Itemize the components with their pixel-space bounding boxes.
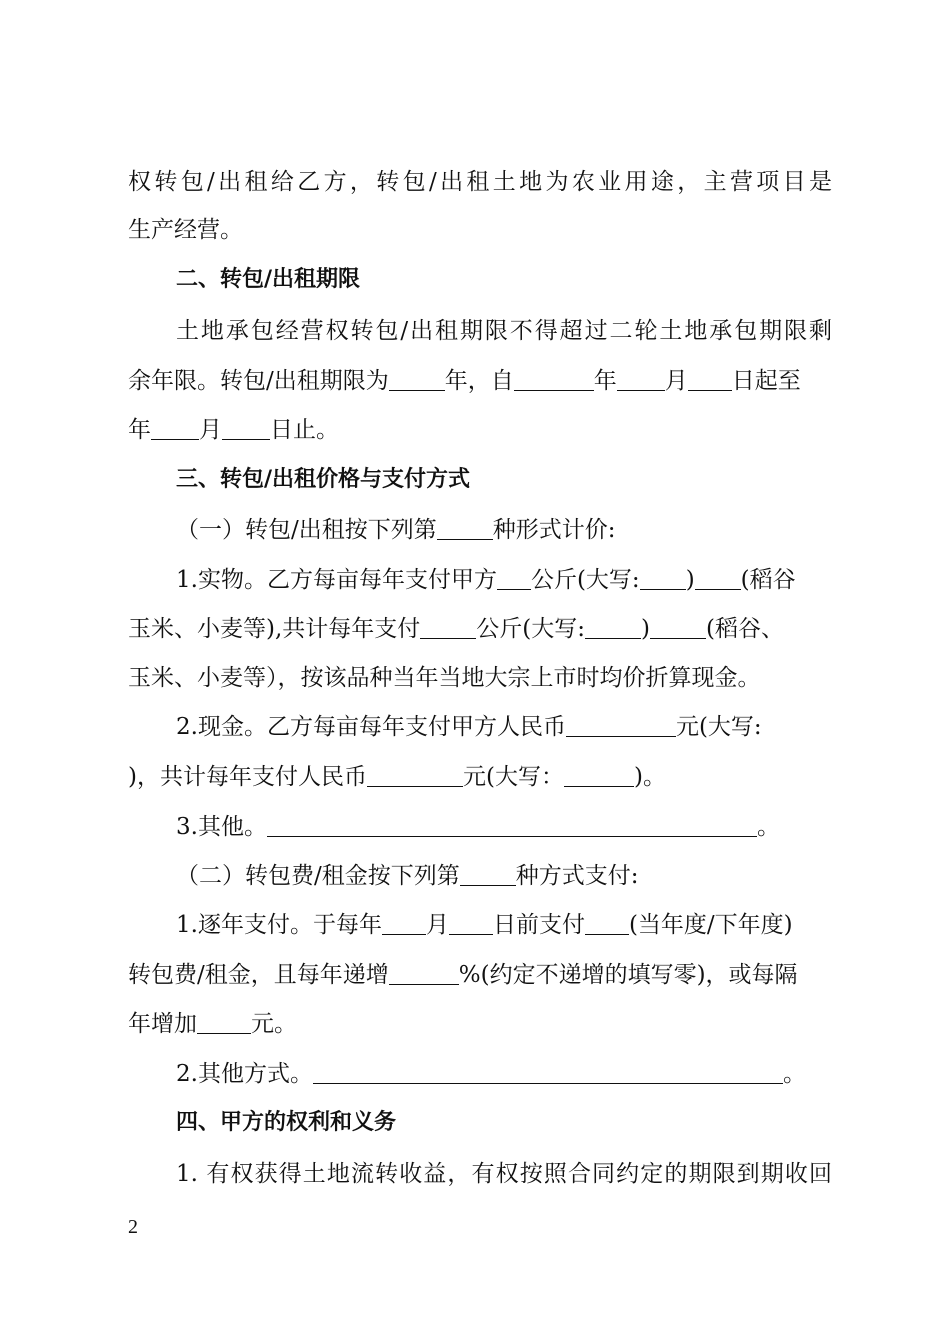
fill-blank: [695, 565, 741, 590]
text: (稻谷、: [706, 616, 784, 642]
text: 种形式计价:: [492, 517, 616, 543]
fill-blank: [197, 1009, 251, 1034]
text: 余年限。转包/出租期限为: [128, 368, 389, 394]
fill-blank: [585, 614, 641, 639]
text: 月: [425, 912, 449, 938]
text-line: [128, 1004, 297, 1044]
text: 元(大写：: [462, 764, 564, 790]
fill-blank: [437, 515, 493, 540]
fill-blank: [222, 415, 270, 440]
text: )。: [633, 764, 666, 790]
text: 转包费/租金，且每年递增: [128, 962, 389, 988]
text: 月: [199, 417, 222, 443]
text: 3.其他。: [176, 814, 267, 840]
text: （一）转包/出租按下列第: [176, 517, 437, 543]
fill-blank: [313, 1059, 783, 1084]
text: 月: [664, 368, 688, 394]
text: 年: [593, 368, 617, 394]
text: 元(大写:: [675, 714, 762, 740]
text: 2.其他方式。: [176, 1061, 313, 1087]
fill-blank: [650, 614, 706, 639]
text-line: [176, 856, 639, 896]
text: 日止。: [270, 417, 339, 443]
fill-blank: [151, 415, 199, 440]
text: (稻谷: [740, 567, 796, 593]
text-line: [128, 757, 666, 797]
text: 元。: [251, 1011, 297, 1037]
text: 。: [782, 1061, 806, 1087]
text-line: [128, 361, 801, 401]
text-line: 生产经营。: [128, 217, 243, 243]
fill-blank: [382, 910, 426, 935]
text: 年增加: [128, 1011, 197, 1037]
fill-blank: [420, 614, 476, 639]
text: (当年度/下年度): [628, 912, 793, 938]
fill-blank: [449, 910, 493, 935]
text: ): [685, 567, 695, 593]
text-line: 权转包/出租给乙方，转包/出租土地为农业用途，主营项目是: [128, 169, 832, 195]
fill-blank: [497, 565, 531, 590]
text-line: [176, 807, 780, 847]
text-line: [176, 905, 793, 945]
fill-blank: [460, 861, 516, 886]
fill-blank: [514, 366, 594, 391]
text: 1.实物。乙方每亩每年支付甲方: [176, 567, 497, 593]
text: 。: [756, 814, 780, 840]
text-line: [128, 410, 339, 450]
text-line: 玉米、小麦等），按该品种当年当地大宗上市时均价折算现金。: [128, 665, 761, 691]
fill-blank: [367, 762, 463, 787]
text-line: [176, 560, 796, 600]
text: 公斤(大写:: [530, 567, 640, 593]
text: 年: [128, 417, 151, 443]
fill-blank: [640, 565, 686, 590]
text: 种方式支付:: [515, 863, 639, 889]
section-heading: 二、转包/出租期限: [176, 267, 361, 292]
fill-blank: [389, 366, 445, 391]
fill-blank: [688, 366, 732, 391]
fill-blank: [389, 960, 459, 985]
text-line: [176, 707, 762, 747]
text-line: [128, 609, 784, 649]
text-line: [176, 510, 616, 550]
fill-blank: [564, 762, 634, 787]
fill-blank: [267, 812, 757, 837]
text: 日前支付: [492, 912, 585, 938]
text: )，共计每年支付人民币: [128, 764, 367, 790]
text: 年，自: [444, 368, 514, 394]
fill-blank: [617, 366, 665, 391]
fill-blank: [566, 712, 676, 737]
text-line: [128, 955, 798, 995]
text: ): [641, 616, 651, 642]
text: （二）转包费/租金按下列第: [176, 863, 460, 889]
text-line: 土地承包经营权转包/出租期限不得超过二轮土地承包期限剩: [176, 318, 832, 344]
section-heading: 三、转包/出租价格与支付方式: [176, 467, 471, 492]
text: 公斤(大写:: [476, 616, 586, 642]
text: 1.逐年支付。于每年: [176, 912, 382, 938]
section-heading: 四、甲方的权利和义务: [176, 1110, 397, 1135]
text-line: 1. 有权获得土地流转收益，有权按照合同约定的期限到期收回: [176, 1161, 832, 1187]
text: 2.现金。乙方每亩每年支付甲方人民币: [176, 714, 566, 740]
page-number: 2: [128, 1216, 138, 1238]
text-line: [176, 1054, 806, 1094]
text: 日起至: [731, 368, 801, 394]
fill-blank: [585, 910, 629, 935]
text: %(约定不递增的填写零)，或每隔: [458, 962, 798, 988]
text: 玉米、小麦等),共计每年支付: [128, 616, 421, 642]
